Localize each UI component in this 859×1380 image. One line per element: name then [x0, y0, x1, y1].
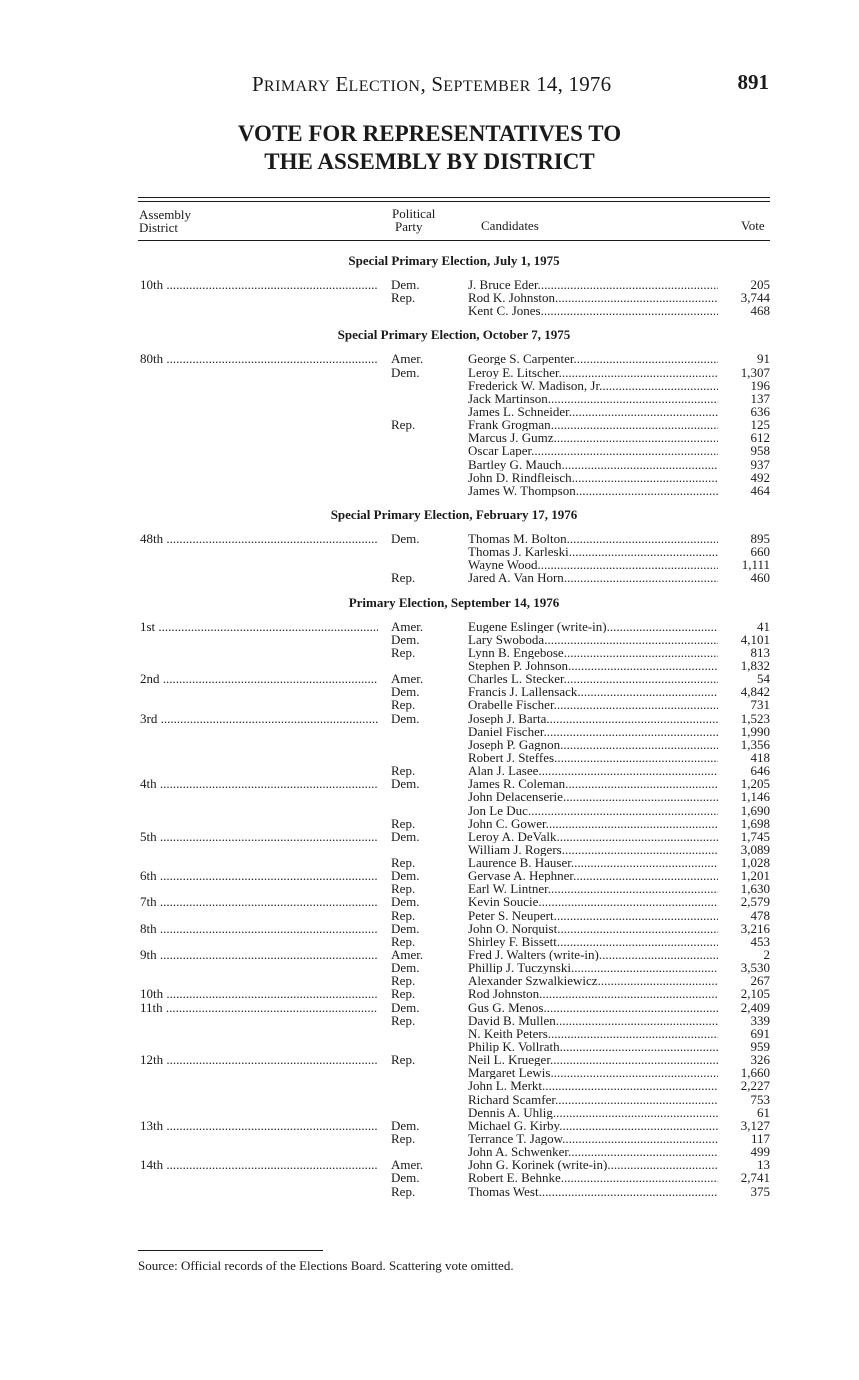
- party-cell: Rep.: [391, 290, 416, 306]
- table-row: [138, 620, 770, 633]
- table-row: [138, 646, 770, 659]
- vote-cell: 13: [757, 1157, 770, 1173]
- table-row: [138, 1132, 770, 1145]
- candidate-cell: James W. Thompson .....: [468, 484, 718, 497]
- vote-cell: 2: [763, 947, 770, 963]
- candidate-cell: Richard Scamfer .....: [468, 1093, 718, 1106]
- party-cell: Dem.: [391, 999, 420, 1015]
- header-bottom-rule: [138, 240, 770, 241]
- party-cell: Rep.: [391, 815, 416, 831]
- vote-cell: 731: [750, 697, 770, 713]
- vote-cell: 91: [757, 351, 770, 367]
- vote-cell: 499: [750, 1144, 770, 1160]
- party-cell: Rep.: [391, 570, 416, 586]
- vote-cell: 612: [750, 430, 770, 446]
- table-row: [138, 471, 770, 484]
- table-row: [138, 444, 770, 457]
- candidate-cell: Michael G. Kirby .....: [468, 1119, 718, 1132]
- vote-cell: 1,201: [740, 868, 770, 884]
- table-row: [138, 1027, 770, 1040]
- table-row: [138, 698, 770, 711]
- vote-cell: 1,990: [740, 723, 770, 739]
- candidate-cell: Neil L. Krueger .....: [468, 1053, 718, 1066]
- table-row: [138, 935, 770, 948]
- table-row: [138, 1106, 770, 1119]
- table-row: [138, 1185, 770, 1198]
- candidate-cell: Rod K. Johnston .....: [468, 291, 718, 304]
- district-cell: 14th .....: [140, 1158, 378, 1171]
- vote-cell: 2,409: [740, 999, 770, 1015]
- table-row: [138, 738, 770, 751]
- table-row: [138, 790, 770, 803]
- district-cell: 8th .....: [140, 922, 378, 935]
- table-row: [138, 1014, 770, 1027]
- table-row: [138, 291, 770, 304]
- table-row: [138, 392, 770, 405]
- vote-cell: 61: [757, 1104, 770, 1120]
- vote-cell: 937: [750, 456, 770, 472]
- party-cell: Dem.: [391, 277, 420, 292]
- table-row: [138, 366, 770, 379]
- table-row: [138, 987, 770, 1000]
- party-cell: Amer.: [391, 671, 424, 687]
- candidate-cell: John C. Gower .....: [468, 817, 718, 830]
- candidate-cell: Joseph P. Gagnon .....: [468, 738, 718, 751]
- candidate-cell: Shirley F. Bissett .....: [468, 935, 718, 948]
- candidate-cell: Joseph J. Barta .....: [468, 712, 718, 725]
- candidate-cell: Eugene Eslinger (write-in) .....: [468, 620, 718, 633]
- district-cell: 6th .....: [140, 869, 378, 882]
- vote-cell: 4,101: [740, 631, 770, 647]
- district-cell: 2nd .....: [140, 672, 378, 685]
- district-cell: 10th .....: [140, 987, 378, 1000]
- running-head-part: 14, 1976: [530, 72, 612, 96]
- table-row: [138, 352, 770, 365]
- vote-cell: 1,111: [741, 557, 770, 573]
- header-double-rule: [138, 197, 770, 202]
- running-head-part: E: [330, 72, 349, 96]
- candidate-cell: Thomas M. Bolton .....: [468, 532, 718, 545]
- column-header-district-line: District: [139, 220, 178, 235]
- candidate-cell: N. Keith Peters .....: [468, 1027, 718, 1040]
- column-header-candidates: Candidates: [481, 218, 539, 233]
- table-row: [138, 685, 770, 698]
- party-cell: Rep.: [391, 644, 416, 660]
- table-row: [138, 1145, 770, 1158]
- candidate-cell: Philip K. Vollrath .....: [468, 1040, 718, 1053]
- candidate-cell: Robert E. Behnke .....: [468, 1171, 718, 1184]
- candidate-cell: John A. Schwenker .....: [468, 1145, 718, 1158]
- vote-cell: 660: [750, 544, 770, 560]
- party-cell: Rep.: [391, 697, 416, 713]
- vote-cell: 267: [750, 973, 770, 989]
- vote-cell: 1,205: [740, 776, 770, 792]
- table-row: [138, 431, 770, 444]
- party-cell: Rep.: [391, 973, 416, 989]
- vote-cell: 125: [750, 417, 770, 433]
- table-row: [138, 1040, 770, 1053]
- table-row: [138, 777, 770, 790]
- vote-cell: 1,523: [740, 710, 770, 726]
- candidate-cell: Marcus J. Gumz .....: [468, 431, 718, 444]
- party-cell: Amer.: [391, 618, 424, 634]
- party-cell: Dem.: [391, 960, 420, 976]
- candidate-cell: Lary Swoboda .....: [468, 633, 718, 646]
- table-row: [138, 659, 770, 672]
- page-title: [0, 120, 859, 176]
- vote-cell: 2,741: [740, 1170, 770, 1186]
- vote-cell: 117: [750, 1131, 770, 1147]
- candidate-cell: Bartley G. Mauch .....: [468, 458, 718, 471]
- party-cell: Dem.: [391, 530, 420, 546]
- vote-cell: 54: [757, 671, 770, 687]
- table-row: [138, 458, 770, 471]
- table-row: [138, 1119, 770, 1132]
- running-head-part: LECTION: [348, 78, 421, 95]
- candidate-cell: Leroy E. Litscher .....: [468, 366, 718, 379]
- vote-cell: 468: [750, 303, 770, 319]
- candidate-cell: Laurence B. Hauser .....: [468, 856, 718, 869]
- table-row: [138, 712, 770, 725]
- district-cell: 3rd .....: [140, 712, 378, 725]
- party-cell: Dem.: [391, 631, 420, 647]
- party-cell: Dem.: [391, 920, 420, 936]
- candidate-cell: Kent C. Jones .....: [468, 304, 718, 317]
- vote-cell: 3,127: [740, 1117, 770, 1133]
- table-row: [138, 948, 770, 961]
- candidate-cell: Kevin Soucie .....: [468, 895, 718, 908]
- party-cell: Dem.: [391, 894, 420, 910]
- party-cell: Dem.: [391, 1170, 420, 1186]
- district-cell: 4th .....: [140, 777, 378, 790]
- vote-cell: 339: [750, 1012, 770, 1028]
- table-row: [138, 1066, 770, 1079]
- district-cell: 12th .....: [140, 1053, 378, 1066]
- candidate-cell: Thomas J. Karleski .....: [468, 545, 718, 558]
- candidate-cell: James R. Coleman .....: [468, 777, 718, 790]
- vote-cell: 646: [750, 763, 770, 779]
- district-cell: 9th .....: [140, 948, 378, 961]
- table-row: [138, 1001, 770, 1014]
- title-line-1: VOTE FOR REPRESENTATIVES TO: [237, 121, 622, 146]
- vote-cell: 958: [750, 443, 770, 459]
- column-header-party-line: Party: [395, 219, 423, 234]
- table-row: [138, 418, 770, 431]
- vote-cell: 1,356: [740, 736, 770, 752]
- vote-cell: 205: [750, 277, 770, 292]
- candidate-cell: John D. Rindfleisch .....: [468, 471, 718, 484]
- vote-cell: 4,842: [740, 684, 770, 700]
- column-header-district-line: Assembly: [139, 207, 191, 222]
- vote-cell: 3,216: [740, 920, 770, 936]
- vote-cell: 691: [750, 1025, 770, 1041]
- candidate-cell: Gervase A. Hephner .....: [468, 869, 718, 882]
- table-row: [138, 909, 770, 922]
- candidate-cell: Jack Martinson .....: [468, 392, 718, 405]
- vote-cell: 137: [750, 390, 770, 406]
- candidate-cell: John Delacenserie .....: [468, 790, 718, 803]
- candidate-cell: Phillip J. Tuczynski .....: [468, 961, 718, 974]
- party-cell: Rep.: [391, 881, 416, 897]
- table-row: [138, 278, 770, 291]
- vote-cell: 464: [750, 482, 770, 498]
- party-cell: Rep.: [391, 763, 416, 779]
- vote-cell: 460: [750, 570, 770, 586]
- district-cell: 11th .....: [140, 1001, 378, 1014]
- candidate-cell: William J. Rogers .....: [468, 843, 718, 856]
- district-cell: 7th .....: [140, 895, 378, 908]
- candidate-cell: Earl W. Lintner .....: [468, 882, 718, 895]
- vote-cell: 2,579: [740, 894, 770, 910]
- candidate-cell: J. Bruce Eder .....: [468, 278, 718, 291]
- party-cell: Rep.: [391, 855, 416, 871]
- section-heading: Special Primary Election, July 1, 1975: [348, 253, 560, 268]
- section-heading: Primary Election, September 14, 1976: [348, 594, 560, 610]
- vote-cell: 375: [750, 1183, 770, 1199]
- table-row: [138, 484, 770, 497]
- party-cell: Dem.: [391, 1117, 420, 1133]
- running-head-part: , S: [420, 72, 444, 96]
- candidate-cell: Frank Grogman .....: [468, 418, 718, 431]
- source-note: Source: Official records of the Elections Board. Scattering vote omitted.: [138, 1258, 514, 1273]
- candidate-cell: Charles L. Stecker .....: [468, 672, 718, 685]
- candidate-cell: David B. Mullen .....: [468, 1014, 718, 1027]
- candidate-cell: John O. Norquist .....: [468, 922, 718, 935]
- candidate-cell: Rod Johnston .....: [468, 987, 718, 1000]
- vote-cell: 3,530: [740, 960, 770, 976]
- candidate-cell: Francis J. Lallensack .....: [468, 685, 718, 698]
- running-head-part: P: [252, 72, 264, 96]
- vote-cell: 418: [750, 749, 770, 765]
- candidate-cell: Oscar Laper .....: [468, 444, 718, 457]
- table-row: [138, 379, 770, 392]
- vote-cell: 1,146: [740, 789, 770, 805]
- vote-cell: 1,690: [740, 802, 770, 818]
- district-cell: 1st .....: [140, 620, 378, 633]
- section-spacer: [138, 317, 770, 327]
- running-head: [252, 72, 611, 97]
- section-spacer: [138, 585, 770, 595]
- party-cell: Amer.: [391, 947, 424, 963]
- table-row: [138, 961, 770, 974]
- candidate-cell: Margaret Lewis .....: [468, 1066, 718, 1079]
- table-row: [138, 764, 770, 777]
- candidate-cell: John G. Korinek (write-in) .....: [468, 1158, 718, 1171]
- vote-cell: 453: [750, 933, 770, 949]
- table-row: [138, 1158, 770, 1171]
- table-row: [138, 633, 770, 646]
- district-cell: 5th .....: [140, 830, 378, 843]
- candidate-cell: James L. Schneider .....: [468, 405, 718, 418]
- table-row: [138, 804, 770, 817]
- candidate-cell: Leroy A. DeValk .....: [468, 830, 718, 843]
- party-cell: Dem.: [391, 684, 420, 700]
- vote-cell: 1,832: [740, 657, 770, 673]
- party-cell: Amer.: [391, 1157, 424, 1173]
- table-row: [138, 843, 770, 856]
- party-cell: Rep.: [391, 1052, 416, 1068]
- table-row: [138, 672, 770, 685]
- candidate-cell: Peter S. Neupert .....: [468, 909, 718, 922]
- vote-cell: 478: [750, 907, 770, 923]
- section-heading: Special Primary Election, February 17, 1976: [330, 506, 578, 522]
- party-cell: Rep.: [391, 933, 416, 949]
- running-head-part: RIMARY: [263, 78, 331, 95]
- district-cell: 48th .....: [140, 532, 378, 545]
- table-row: [138, 869, 770, 882]
- table-row: [138, 558, 770, 571]
- party-cell: Dem.: [391, 364, 420, 380]
- candidate-cell: Alexander Szwalkiewicz .....: [468, 974, 718, 987]
- party-cell: Rep.: [391, 417, 416, 433]
- vote-cell: 1,307: [740, 364, 770, 380]
- table-row: [138, 532, 770, 545]
- vote-cell: 1,660: [740, 1065, 770, 1081]
- running-head-part: EPTEMBER: [443, 78, 531, 95]
- candidate-cell: Robert J. Steffes .....: [468, 751, 718, 764]
- column-header-vote: Vote: [741, 218, 765, 233]
- table-row: [138, 895, 770, 908]
- candidate-cell: Dennis A. Uhlig .....: [468, 1106, 718, 1119]
- district-cell: 10th .....: [140, 278, 378, 291]
- table-row: [138, 751, 770, 764]
- party-cell: Rep.: [391, 1131, 416, 1147]
- table-row: [138, 1093, 770, 1106]
- title-line-2: THE ASSEMBLY BY DISTRICT: [264, 149, 595, 174]
- party-cell: Amer.: [391, 351, 424, 367]
- vote-cell: 3,089: [740, 841, 770, 857]
- vote-cell: 196: [750, 377, 770, 393]
- vote-cell: 753: [750, 1091, 770, 1107]
- district-cell: 13th .....: [140, 1119, 378, 1132]
- vote-cell: 2,105: [740, 986, 770, 1002]
- table-row: [138, 830, 770, 843]
- candidate-cell: Wayne Wood .....: [468, 558, 718, 571]
- vote-cell: 895: [750, 530, 770, 546]
- party-cell: Dem.: [391, 868, 420, 884]
- party-cell: Rep.: [391, 907, 416, 923]
- party-cell: Rep.: [391, 1012, 416, 1028]
- candidate-cell: Jon Le Duc .....: [468, 804, 718, 817]
- vote-cell: 492: [750, 469, 770, 485]
- candidate-cell: Frederick W. Madison, Jr. .....: [468, 379, 718, 392]
- candidate-cell: Jared A. Van Horn .....: [468, 571, 718, 584]
- candidate-cell: George S. Carpenter .....: [468, 352, 718, 365]
- party-cell: Rep.: [391, 1183, 416, 1199]
- candidate-cell: Thomas West .....: [468, 1185, 718, 1198]
- section-heading: Special Primary Election, October 7, 1975: [337, 327, 571, 343]
- candidate-cell: Orabelle Fischer .....: [468, 698, 718, 711]
- vote-cell: 1,028: [740, 855, 770, 871]
- candidate-cell: Fred J. Walters (write-in) .....: [468, 948, 718, 961]
- table-row: [138, 725, 770, 738]
- vote-cell: 3,744: [740, 290, 770, 306]
- vote-cell: 959: [750, 1039, 770, 1055]
- table-row: [138, 1171, 770, 1184]
- column-header-party: [392, 207, 435, 233]
- candidate-cell: Stephen P. Johnson .....: [468, 659, 718, 672]
- vote-cell: 41: [757, 618, 770, 634]
- vote-cell: 813: [750, 644, 770, 660]
- vote-cell: 1,745: [740, 828, 770, 844]
- table-row: [138, 545, 770, 558]
- page-number: 891: [737, 70, 769, 94]
- candidate-cell: Alan J. Lasee .....: [468, 764, 718, 777]
- vote-cell: 2,227: [740, 1078, 770, 1094]
- table-row: [138, 405, 770, 418]
- candidate-cell: Lynn B. Engebose .....: [468, 646, 718, 659]
- table-row: [138, 1053, 770, 1066]
- table-row: [138, 817, 770, 830]
- table-row: [138, 882, 770, 895]
- table-row: [138, 856, 770, 869]
- party-cell: Dem.: [391, 776, 420, 792]
- party-cell: Dem.: [391, 710, 420, 726]
- table-row: [138, 304, 770, 317]
- table-row: [138, 974, 770, 987]
- candidate-cell: Terrance T. Jagow .....: [468, 1132, 718, 1145]
- table-row: [138, 922, 770, 935]
- vote-cell: 1,698: [740, 815, 770, 831]
- column-header-district: [139, 208, 191, 234]
- vote-cell: 1,630: [740, 881, 770, 897]
- table-row: [138, 1079, 770, 1092]
- vote-cell: 326: [750, 1052, 770, 1068]
- table-row: [138, 571, 770, 584]
- footnote-rule: [138, 1250, 323, 1251]
- vote-cell: 636: [750, 403, 770, 419]
- district-cell: 80th .....: [140, 352, 378, 365]
- results-table: [138, 253, 770, 1198]
- candidate-cell: Daniel Fischer .....: [468, 725, 718, 738]
- party-cell: Rep.: [391, 986, 416, 1002]
- section-spacer: [138, 497, 770, 507]
- column-header-party-line: Political: [392, 206, 436, 221]
- party-cell: Dem.: [391, 828, 420, 844]
- candidate-cell: John L. Merkt .....: [468, 1079, 718, 1092]
- candidate-cell: Gus G. Menos .....: [468, 1001, 718, 1014]
